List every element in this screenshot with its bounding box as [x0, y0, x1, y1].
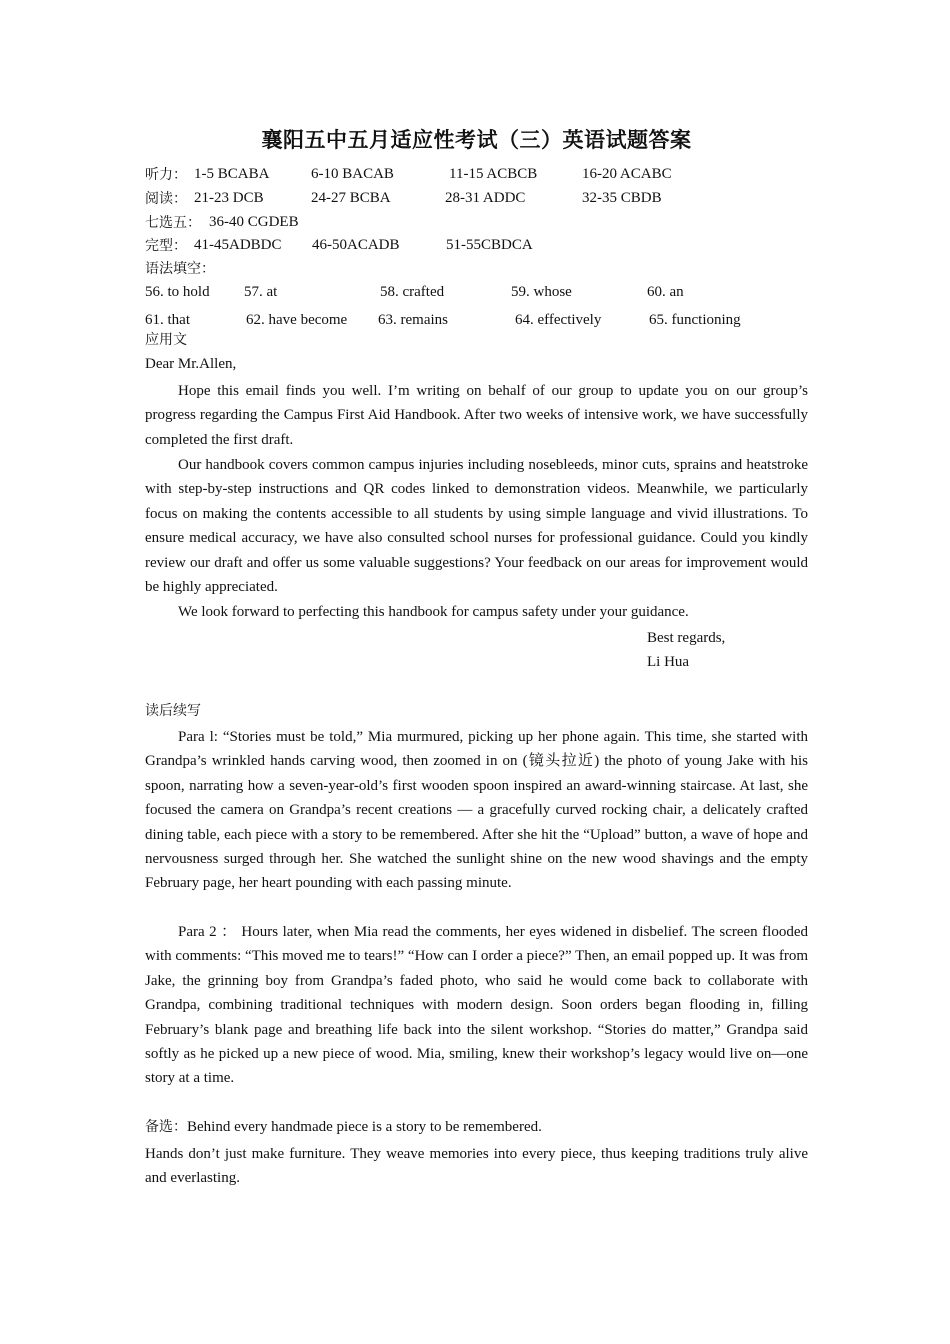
answer-group: 21-23 DCB — [194, 190, 264, 206]
grammar-answer: 62. have become — [246, 312, 348, 328]
continuation-heading: 读后续写 — [145, 703, 201, 719]
answer-group: 16-20 ACABC — [582, 166, 672, 182]
answer-group: 1-5 BCABA — [194, 166, 270, 182]
grammar-answer: 60. an — [647, 284, 684, 300]
reading-answers — [145, 188, 808, 208]
answer-group: 11-15 ACBCB — [449, 166, 538, 182]
seven-choose-five-label: 七选五： — [145, 215, 201, 231]
listening-label: 听力： — [145, 167, 187, 183]
continuation-paragraph-1: Para l: “Stories must be told,” Mia murmured, picking up her phone again. This time, she started with Grandpa’s wrinkled hands carving wood, then zoomed in on (镜头拉近) the photo of young Jake with his spoon, narrating how a seven-year-old’s first wooden spoon inspired an award-winning staircase. At last, she focused the camera on Grandpa’s recent creations — a gracefully curved rocking chair, a delicately crafted dining table, each piece with a story to be remembered. After she hit the “Upload” button, a wave of hope and nervousness surged through her. She watched the sunlight shine on the new wood shavings and the empty February page, her heart pounding with each passing minute. — [145, 729, 808, 892]
answer-group: 24-27 BCBA — [311, 190, 391, 206]
reading-label: 阅读： — [145, 191, 187, 207]
answer-group: 46-50ACADB — [312, 237, 400, 253]
grammar-answer: 61. that — [145, 312, 190, 328]
cloze-label: 完型： — [145, 238, 187, 254]
answer-group: 41-45ADBDC — [194, 237, 282, 253]
letter-paragraph-3: We look forward to perfecting this handbook for campus safety under your guidance. — [178, 604, 689, 620]
seven-choose-five-answers — [145, 212, 808, 232]
grammar-answers-row-2 — [145, 310, 808, 330]
grammar-answer: 57. at — [244, 284, 278, 300]
grammar-answer: 65. functioning — [649, 312, 741, 328]
answer-group: 28-31 ADDC — [445, 190, 526, 206]
grammar-answer: 56. to hold — [145, 284, 210, 300]
answer-group: 51-55CBDCA — [446, 237, 533, 253]
answer-group: 6-10 BACAB — [311, 166, 394, 182]
answer-group: 36-40 CGDEB — [209, 214, 299, 230]
grammar-label: 语法填空： — [145, 261, 215, 277]
listening-answers — [145, 164, 808, 184]
letter-heading: 应用文 — [145, 332, 187, 348]
grammar-answer: 63. remains — [378, 312, 448, 328]
grammar-answers-row-1 — [145, 282, 808, 302]
page-title: 襄阳五中五月适应性考试（三）英语试题答案 — [261, 128, 692, 152]
continuation-paragraph-2: Para 2 ： Hours later, when Mia read the comments, her eyes widened in disbelief. The screen flooded with comments: “This moved me to tears!” “How can I order a piece?” Then, an email popped up. It was from Jake, the grinning boy from Grandpa’s faded photo, who said he would come back to collaborate with Grandpa, combining traditional techniques with modern design. Soon orders began flooding in, filling February’s blank page and breathing life back into the silent workshop. “Stories do matter,” Grandpa said softly as he picked up a new piece of wood. Mia, smiling, knew their workshop’s legacy would live on—one story at a time. — [145, 924, 808, 1087]
letter-paragraph-1: Hope this email finds you well. I’m writing on behalf of our group to update you on our group’s progress regarding the Campus First Aid Handbook. After two weeks of intensive work, we have successfully completed the first draft. — [145, 383, 808, 448]
alternative-label: 备选： — [145, 1119, 187, 1135]
grammar-answer: 58. crafted — [380, 284, 445, 300]
letter-signature: Li Hua — [647, 654, 690, 670]
letter-paragraph-2: Our handbook covers common campus injuries including nosebleeds, minor cuts, sprains and heatstroke with step-by-step instructions and QR codes linked to demonstration videos. Meanwhile, we particularly focus on making the contents accessible to all students by using simple language and vivid illustrations. To ensure medical accuracy, we have also consulted school nurses for professional guidance. Could you kindly review our draft and offer us some valuable suggestions? Your feedback on our areas for improvement would be highly appreciated. — [145, 457, 808, 596]
letter-salutation: Dear Mr.Allen, — [145, 356, 237, 372]
grammar-answer: 64. effectively — [515, 312, 602, 328]
grammar-answer: 59. whose — [511, 284, 572, 300]
answer-group: 32-35 CBDB — [582, 190, 662, 206]
cloze-answers — [145, 235, 808, 255]
letter-closing: Best regards, — [647, 630, 726, 646]
alternative-sentence-1: Behind every handmade piece is a story to be remembered. — [187, 1119, 542, 1135]
alternative-sentence-2: Hands don’t just make furniture. They weave memories into every piece, thus keeping traditions truly alive and everlasting. — [145, 1146, 808, 1187]
alternative-line — [145, 1117, 808, 1137]
